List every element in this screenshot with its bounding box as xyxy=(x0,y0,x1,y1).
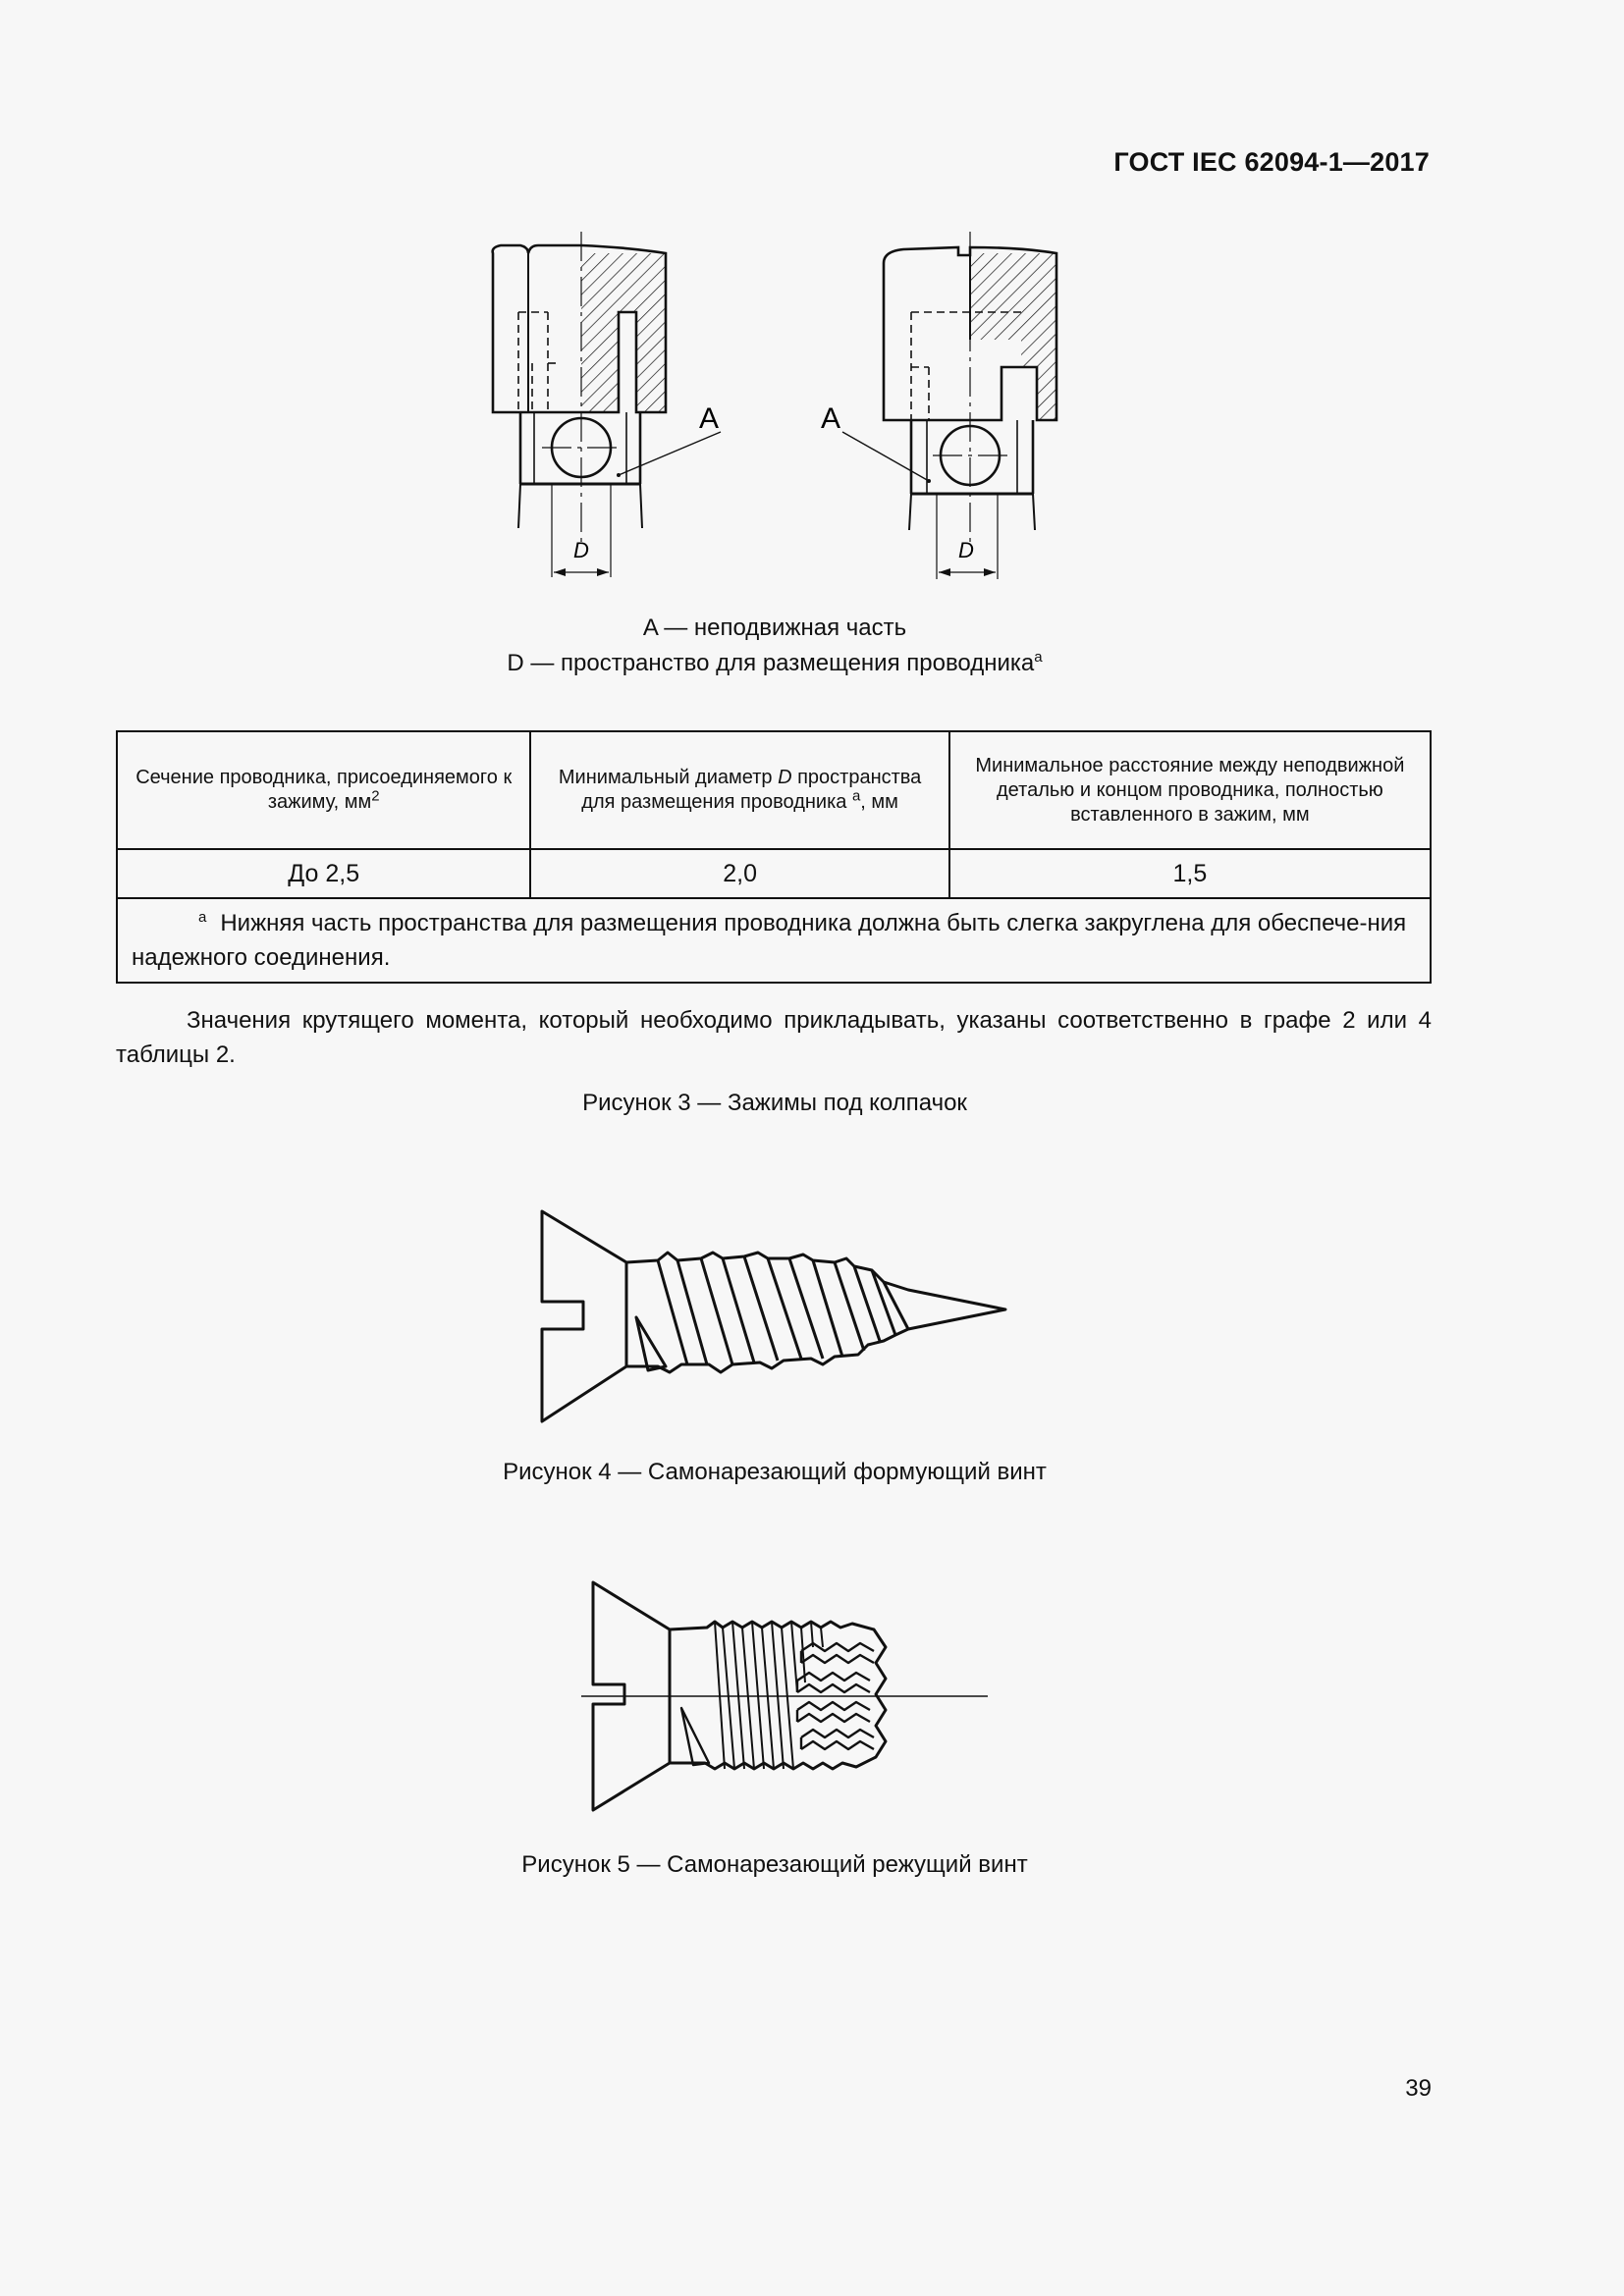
table-footnote-row xyxy=(117,898,1431,983)
left-terminal xyxy=(493,232,721,577)
page-number: 39 xyxy=(1405,2075,1432,2102)
right-terminal xyxy=(842,232,1056,579)
table-header-row xyxy=(117,731,1431,849)
figure-5-caption: Рисунок 5 — Самонарезающий режущий винт xyxy=(521,1851,1028,1878)
table-row xyxy=(117,849,1431,898)
body-paragraph: Значения крутящего момента, который необходимо прикладывать, указаны соответственно в графе 2 или 4 таблицы 2. xyxy=(116,1007,1432,1068)
callout-a-left: A xyxy=(699,402,720,435)
cell-min-diameter: 2,0 xyxy=(530,849,948,898)
figure-4-caption: Рисунок 4 — Самонарезающий формующий винт xyxy=(503,1459,1047,1485)
callout-a-right: A xyxy=(821,402,841,435)
cell-section: До 2,5 xyxy=(117,849,530,898)
figure-5-drawing xyxy=(579,1575,992,1820)
cell-min-distance: 1,5 xyxy=(949,849,1431,898)
legend-d-text: D — пространство для размещения проводника xyxy=(507,650,1035,676)
dimension-d-right: D xyxy=(958,538,974,562)
figure-3-drawing xyxy=(471,224,1080,597)
footnote-mark: a xyxy=(198,909,207,926)
legend-a: A — неподвижная часть xyxy=(642,614,907,641)
dimension-d-left: D xyxy=(573,538,589,562)
header-cell-diameter: Минимальный диаметр D пространства для размещения проводника $^a$, мм xyxy=(530,731,948,849)
figure-4-drawing xyxy=(530,1196,1021,1431)
conductor-space-table xyxy=(116,730,1432,984)
legend-d-footnote-mark: a xyxy=(1034,649,1043,666)
header-cell-section: Сечение проводника, присоединяемого к зажиму, $мм^2$ xyxy=(117,731,530,849)
header-cell-distance: Минимальное расстояние между неподвижной деталью и концом проводника, полностью вставленного в зажим, мм xyxy=(949,731,1431,849)
standard-header: ГОСТ IEC 62094-1—2017 xyxy=(1113,147,1430,177)
figure-3-caption: Рисунок 3 — Зажимы под колпачок xyxy=(582,1090,967,1116)
legend-d xyxy=(0,650,1549,677)
table-footnote xyxy=(117,898,1431,983)
footnote-text: Нижняя часть пространства для размещения проводника должна быть слегка закруглена для обеспече-ния надежного соединения. xyxy=(132,910,1407,971)
